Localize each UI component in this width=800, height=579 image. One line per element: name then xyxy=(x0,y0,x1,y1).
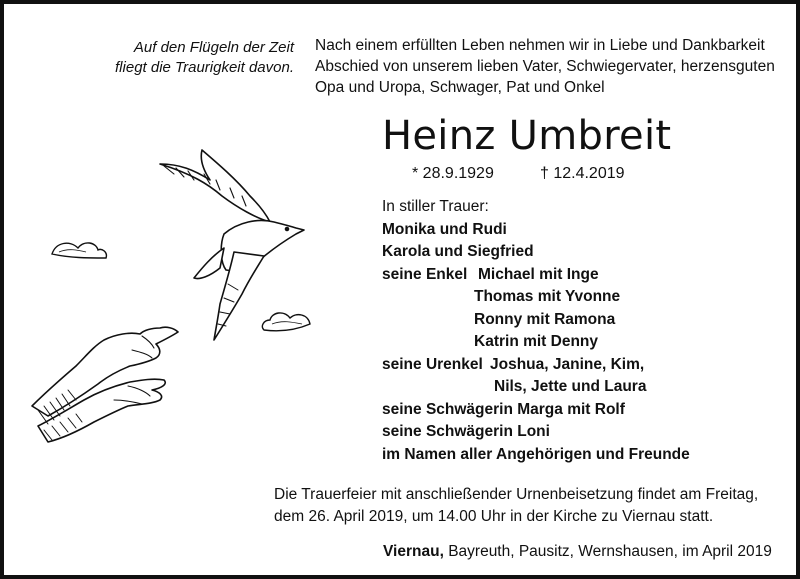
dove-hands-illustration xyxy=(24,144,314,444)
mourner-entry: seine Schwägerin Loni xyxy=(382,423,550,440)
mourner-entry: Karola und Siegfried xyxy=(382,243,534,260)
intro-line: Abschied von unserem lieben Vater, Schwiegervater, herzensguten xyxy=(315,58,775,75)
place-rest: Bayreuth, Pausitz, Wernshausen, im April 2019 xyxy=(443,543,772,560)
open-hands-icon xyxy=(32,327,178,442)
grandchild-entry: Katrin mit Denny xyxy=(474,333,599,350)
birth-date: * 28.9.1929 xyxy=(412,165,494,182)
service-line: dem 26. April 2019, um 14.00 Uhr in der Kirche zu Viernau statt. xyxy=(274,508,714,525)
great-grandchildren-row xyxy=(382,354,690,377)
grandchildren-row xyxy=(382,264,690,287)
mourners-list xyxy=(382,196,690,466)
funeral-service-text xyxy=(274,484,794,528)
motto-line: fliegt die Traurigkeit davon. xyxy=(115,59,294,76)
cloud-icon xyxy=(52,243,106,258)
grandchildren-label: seine Enkel xyxy=(382,265,468,283)
grandchildren-row xyxy=(382,331,690,354)
grandchild-entry: Thomas mit Yvonne xyxy=(474,288,621,305)
grandchildren-row xyxy=(382,309,690,332)
grandchildren-row xyxy=(382,286,690,309)
deceased-name: Heinz Umbreit xyxy=(382,113,672,159)
mourner-entry: im Namen aller Angehörigen und Freunde xyxy=(382,445,690,463)
place-town: Viernau, xyxy=(383,543,444,560)
motto xyxy=(64,38,294,78)
grandchild-entry: Michael mit Inge xyxy=(478,265,599,283)
great-grandchildren-row xyxy=(382,376,690,399)
service-line: Die Trauerfeier mit anschließender Urnenbeisetzung findet am Freitag, xyxy=(274,486,759,503)
mourner-entry: Monika und Rudi xyxy=(382,220,507,238)
motto-line: Auf den Flügeln der Zeit xyxy=(133,39,294,56)
intro-line: Nach einem erfüllten Leben nehmen wir in Liebe und Dankbarkeit xyxy=(315,37,765,54)
intro-line: Opa und Uropa, Schwager, Pat und Onkel xyxy=(315,79,605,96)
death-date: † 12.4.2019 xyxy=(540,165,625,182)
mourner-entry: seine Schwägerin Marga mit Rolf xyxy=(382,400,625,418)
great-grandchild-entry: Joshua, Janine, Kim, xyxy=(490,355,645,373)
mourners-heading: In stiller Trauer: xyxy=(382,198,489,215)
cloud-icon xyxy=(262,313,310,331)
dove-icon xyxy=(160,150,304,340)
intro-text xyxy=(315,35,795,98)
great-grandchild-entry: Nils, Jette und Laura xyxy=(494,378,647,395)
place-and-date xyxy=(383,542,772,562)
great-grandchildren-label: seine Urenkel xyxy=(382,355,483,373)
grandchild-entry: Ronny mit Ramona xyxy=(474,310,616,328)
